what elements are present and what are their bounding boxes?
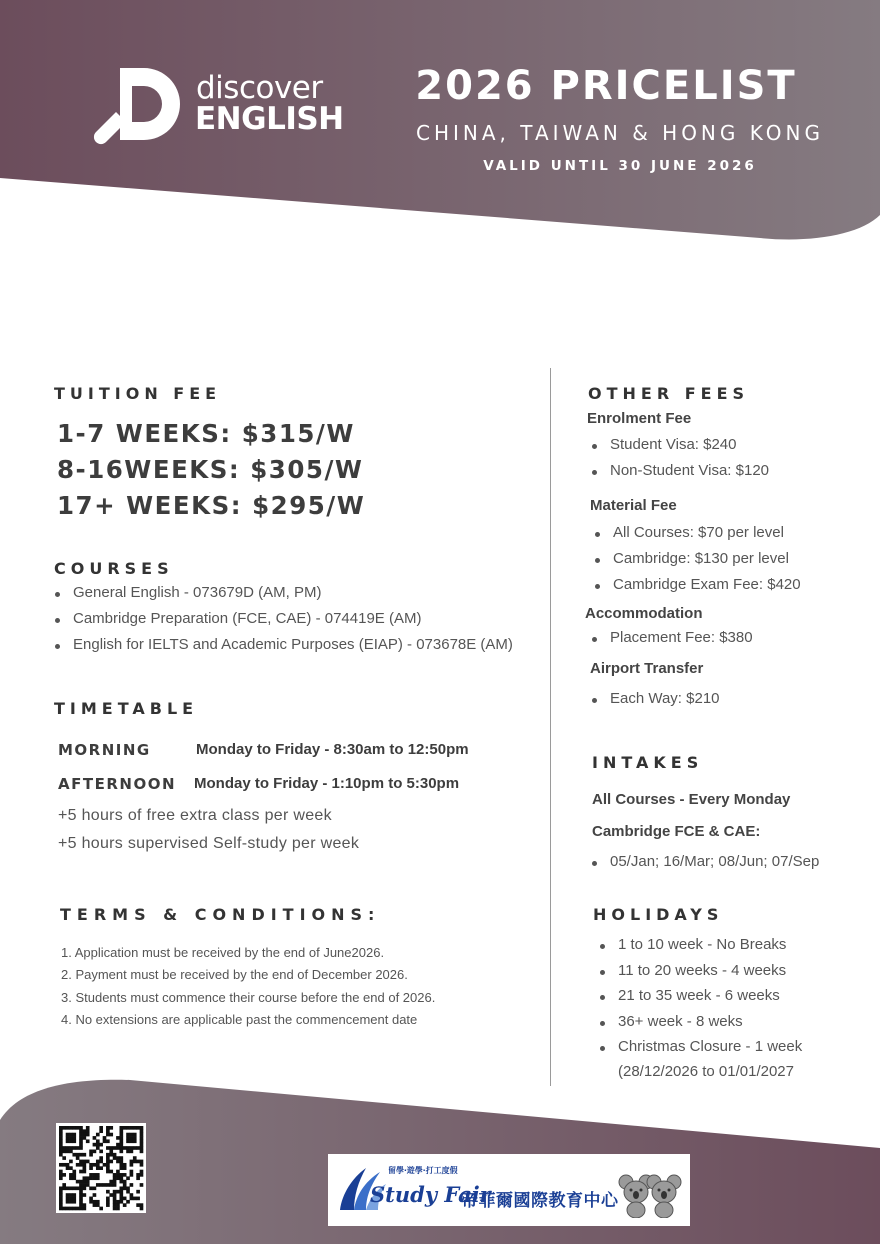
intakes-dates-list (590, 853, 819, 879)
enrolment-fee-list (590, 436, 769, 488)
courses-heading: COURSES (54, 559, 174, 578)
list-item: 36+ week - 8 weks (598, 1013, 802, 1039)
material-fee-list (593, 524, 801, 602)
list-item: English for IELTS and Academic Purposes (EIAP) - 073678E (AM) (53, 636, 513, 662)
airport-transfer-title: Airport Transfer (590, 660, 704, 677)
column-divider (550, 368, 551, 1086)
accommodation-list (590, 629, 753, 655)
list-item: Christmas Closure - 1 week (598, 1038, 802, 1064)
page-subtitle: CHINA, TAIWAN & HONG KONG (416, 121, 824, 145)
courses-list (53, 584, 513, 662)
list-item: Placement Fee: $380 (590, 629, 753, 655)
qr-code-icon[interactable] (56, 1123, 146, 1213)
self-study-note: +5 hours supervised Self-study per week (58, 835, 360, 852)
logo (92, 64, 352, 146)
validity-note: VALID UNTIL 30 JUNE 2026 (483, 158, 757, 174)
list-item: Student Visa: $240 (590, 436, 769, 462)
tuition-fee-3: 17+ WEEKS: $295/W (57, 491, 366, 520)
list-item: All Courses: $70 per level (593, 524, 801, 550)
intakes-all-courses: All Courses - Every Monday (592, 791, 791, 808)
afternoon-time: Monday to Friday - 1:10pm to 5:30pm (194, 775, 460, 792)
extra-class-note: +5 hours of free extra class per week (58, 807, 332, 824)
logo-english-text: ENGLISH (195, 101, 344, 137)
list-item: 4. No extensions are applicable past the commencement date (61, 1011, 418, 1027)
holidays-list (598, 936, 802, 1064)
terms-heading: TERMS & CONDITIONS: (60, 905, 381, 924)
material-fee-title: Material Fee (590, 497, 677, 514)
tuition-fee-2: 8-16WEEKS: $305/W (57, 455, 364, 484)
tuition-fee-heading: TUITION FEE (54, 384, 222, 403)
partner-tagline: 留學‧遊學‧打工度假 (388, 1166, 458, 1175)
list-item: Each Way: $210 (590, 690, 720, 716)
list-item: 11 to 20 weeks - 4 weeks (598, 962, 802, 988)
list-item: 3. Students must commence their course before the end of 2026. (61, 989, 436, 1005)
partner-name: Study Fair (370, 1182, 491, 1207)
list-item: Cambridge Exam Fee: $420 (593, 576, 801, 602)
list-item: 1 to 10 week - No Breaks (598, 936, 802, 962)
magnifier-d-icon (92, 64, 188, 146)
list-item: 05/Jan; 16/Mar; 08/Jun; 07/Sep (590, 853, 819, 879)
koala-icon (618, 1172, 682, 1218)
list-item: General English - 073679D (AM, PM) (53, 584, 513, 610)
qr-code-graphic (56, 1123, 146, 1213)
list-item: 21 to 35 week - 6 weeks (598, 987, 802, 1013)
accommodation-title: Accommodation (585, 605, 703, 622)
morning-time: Monday to Friday - 8:30am to 12:50pm (196, 741, 469, 758)
timetable-heading: TIMETABLE (54, 699, 199, 718)
page-title: 2026 PRICELIST (415, 63, 797, 109)
other-fees-heading: OTHER FEES (588, 384, 750, 403)
afternoon-label: AFTERNOON (58, 775, 176, 793)
list-item: Cambridge Preparation (FCE, CAE) - 074419E (AM) (53, 610, 513, 636)
christmas-closure-dates: (28/12/2026 to 01/01/2027 (618, 1063, 794, 1080)
morning-label: MORNING (58, 741, 151, 759)
logo-discover-text: discover (196, 70, 323, 106)
intakes-heading: INTAKES (592, 753, 704, 772)
partner-chinese-name: 帝菲爾國際教育中心 (461, 1191, 619, 1210)
airport-transfer-list (590, 690, 720, 716)
list-item: Cambridge: $130 per level (593, 550, 801, 576)
tuition-fee-1: 1-7 WEEKS: $315/W (57, 419, 355, 448)
intakes-cambridge-title: Cambridge FCE & CAE: (592, 823, 761, 840)
terms-list (61, 942, 435, 1031)
list-item: 2. Payment must be received by the end of December 2026. (61, 967, 408, 983)
holidays-heading: HOLIDAYS (593, 905, 724, 924)
list-item: Non-Student Visa: $120 (590, 462, 769, 488)
partner-logo (328, 1154, 690, 1226)
list-item: 1. Application must be received by the end of June2026. (61, 945, 385, 960)
enrolment-fee-title: Enrolment Fee (587, 410, 692, 427)
